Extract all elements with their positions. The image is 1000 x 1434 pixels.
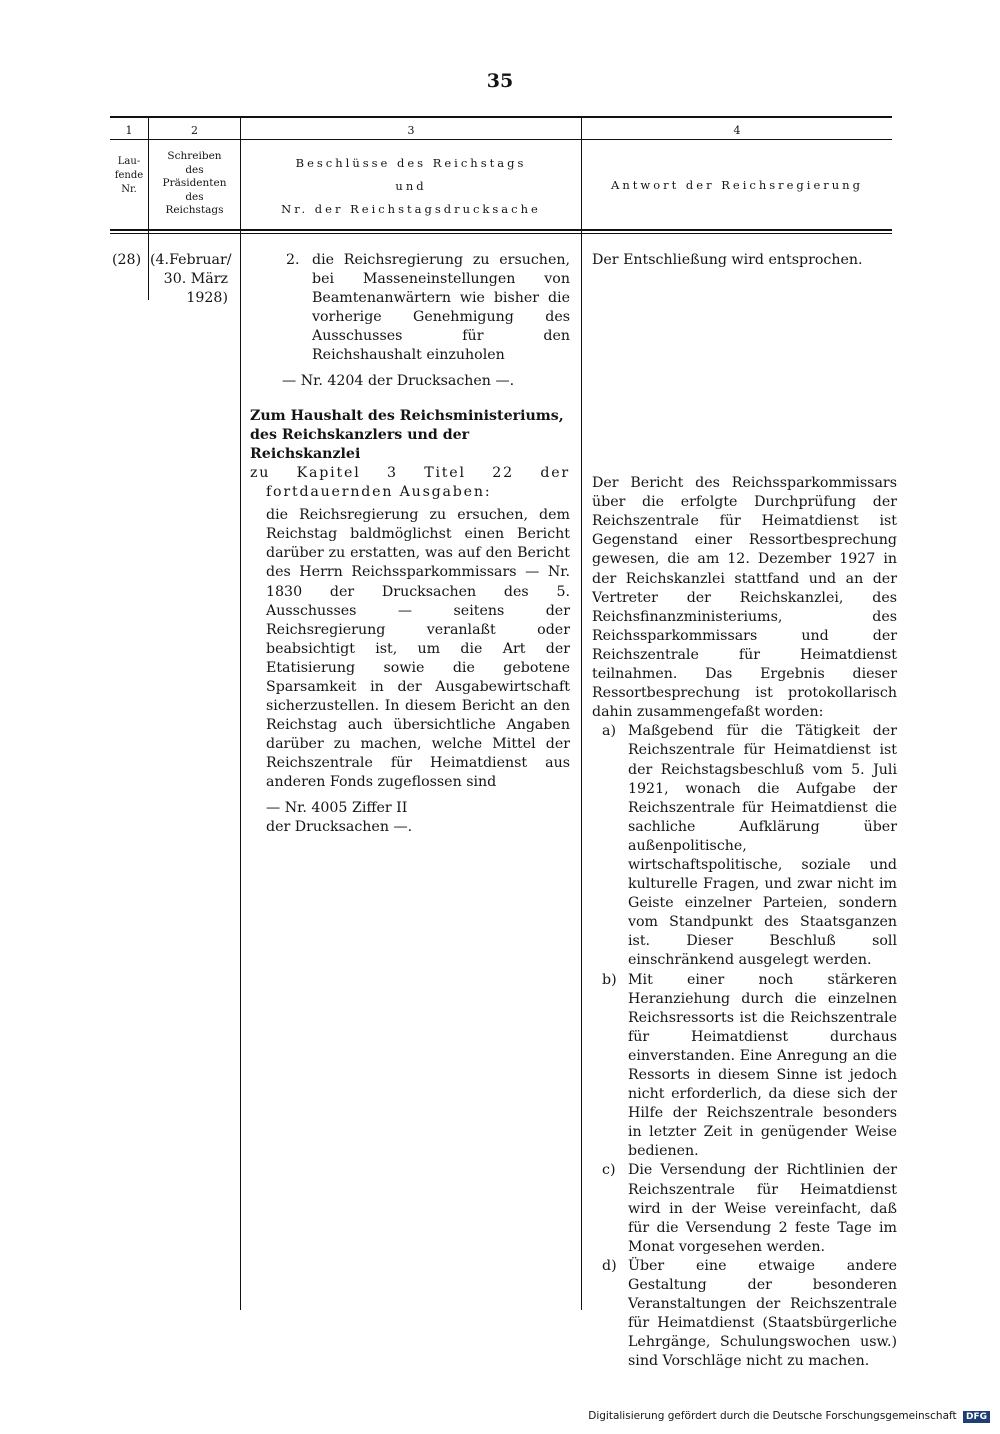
column-number-4: 4 bbox=[733, 124, 741, 137]
resolution-item-2: 2. die Reichsregierung zu ersuchen, bei Masseneinstellungen von Beamtenanwärtern wie bisher die vorherige Genehmigung des Ausschusses für den Reichshaushalt einzuholen bbox=[286, 252, 570, 364]
header-bottom-rule-2 bbox=[110, 233, 892, 234]
resolution-text: die Reichsregierung zu ersuchen, dem Reichstag baldmöglichst einen Bericht darüber zu erstatten, was auf den Bericht des Herrn Reichssparkommissars — Nr. 1830 der Drucksachen des 5. Ausschusses — seitens der Reichsregierung veranlaßt oder beabsichtigt ist, um die Art der Etatisierung sowie die gebotene Sparsamkeit in der Ausgabewirtschaft sicherzustellen. In diesem Bericht an den Reichstag auch übersichtliche Angaben darüber zu machen, welche Mittel der Reichszentrale für Heimatdienst aus anderen Fonds zugeflossen sind bbox=[266, 507, 570, 791]
answer-point-d: d) Über eine etwaige andere Gestaltung der besonderen Veranstaltungen der Reichszentrale für Heimatdienst (Staatsbürgerliche Lehrgänge, Schulungswochen usw.) sind Vorschläge nicht zu machen. bbox=[602, 1257, 897, 1370]
drucksache-reference-1: — Nr. 4204 der Drucksachen —. bbox=[282, 372, 515, 389]
column-number-2: 2 bbox=[191, 124, 198, 137]
entry-date: (4.Februar/ 30. März 1928) bbox=[150, 252, 232, 307]
top-rule bbox=[110, 116, 892, 118]
header-bottom-rule bbox=[110, 229, 892, 231]
column-number-3: 3 bbox=[407, 124, 415, 137]
dfg-logo: DFG bbox=[963, 1411, 990, 1423]
header-beschluesse: Beschlüsse des Reichstags und Nr. der Reichstagsdrucksache bbox=[281, 156, 541, 216]
answer-point-b: b) Mit einer noch stärkeren Heranziehung durch die einzelnen Reichsressorts ist die Reichszentrale für Heimatdienst durchaus einverstanden. Eine Anregung an die Ressorts in diesem Sinne ist jedoch nicht erforderlich, da diese sich der Hilfe der Reichszentrale besonders in letzter Zeit in genügender Weise bedienen. bbox=[602, 971, 897, 1160]
column-number-rule bbox=[110, 139, 892, 140]
column-number-1: 1 bbox=[125, 124, 133, 137]
section-heading: Zum Haushalt des Reichsministeriums, des Reichskanzlers und der Reichskanzlei bbox=[250, 407, 564, 462]
header-antwort: Antwort der Reichsregierung bbox=[611, 178, 863, 192]
answer-point-c: c) Die Versendung der Richtlinien der Reichszentrale für Heimatdienst wird in der Weise vereinfacht, daß für die Versendung 2 feste Tage im Monat vorgesehen werden. bbox=[602, 1162, 897, 1255]
answer-point-a: a) Maßgebend für die Tätigkeit der Reichszentrale für Heimatdienst ist der Reichstagsbeschluß vom 5. Juli 1921, wonach die Aufgabe der Reichszentrale für Heimatdienst die sachliche Aufklärung über außenpolitische, wirtschaftspolitische, soziale und kulturelle Fragen, und zwar nicht im Geiste einzelner Parteien, sondern vom Standpunkt des Staatsganzen ist. Dieser Beschluß soll einschränkend ausgelegt werden. bbox=[602, 723, 897, 969]
column-divider-2 bbox=[240, 116, 241, 1310]
page-number: 35 bbox=[486, 70, 514, 92]
answer-intro: Der Bericht des Reichssparkommissars über die erfolgte Durchprüfung der Reichszentrale für Heimatdienst ist Gegenstand einer Ressortbesprechung gewesen, die am 12. Dezember 1927 in der Reichskanzlei stattfand und an der Vertreter der Reichskanzlei, des Reichsfinanzministeriums, des Reichssparkommissars und der Reichszentrale für Heimatdienst teilnahmen. Das Ergebnis dieser Ressortbesprechung ist protokollarisch dahin zusammengefaßt worden: bbox=[592, 475, 897, 721]
answer-points-list bbox=[602, 722, 897, 1371]
answer-column bbox=[592, 251, 897, 1372]
entry-number: (28) bbox=[112, 252, 142, 268]
header-laufende-nr: Lau- fende Nr. bbox=[114, 156, 144, 195]
drucksache-reference-2: — Nr. 4005 Ziffer II der Drucksachen —. bbox=[266, 799, 413, 835]
answer-first: Der Entschließung wird entsprochen. bbox=[592, 252, 863, 268]
digitization-credit: Digitalisierung gefördert durch die Deutsche Forschungsgemeinschaft DFG bbox=[588, 1410, 990, 1423]
section-subheading: zu Kapitel 3 Titel 22 der fortdauernden Ausgaben: bbox=[250, 464, 570, 501]
resolution-column bbox=[250, 251, 570, 837]
header-schreiben-praesident: Schreiben des Präsidenten des Reichstags bbox=[162, 150, 227, 216]
column-divider-3 bbox=[581, 116, 582, 1310]
